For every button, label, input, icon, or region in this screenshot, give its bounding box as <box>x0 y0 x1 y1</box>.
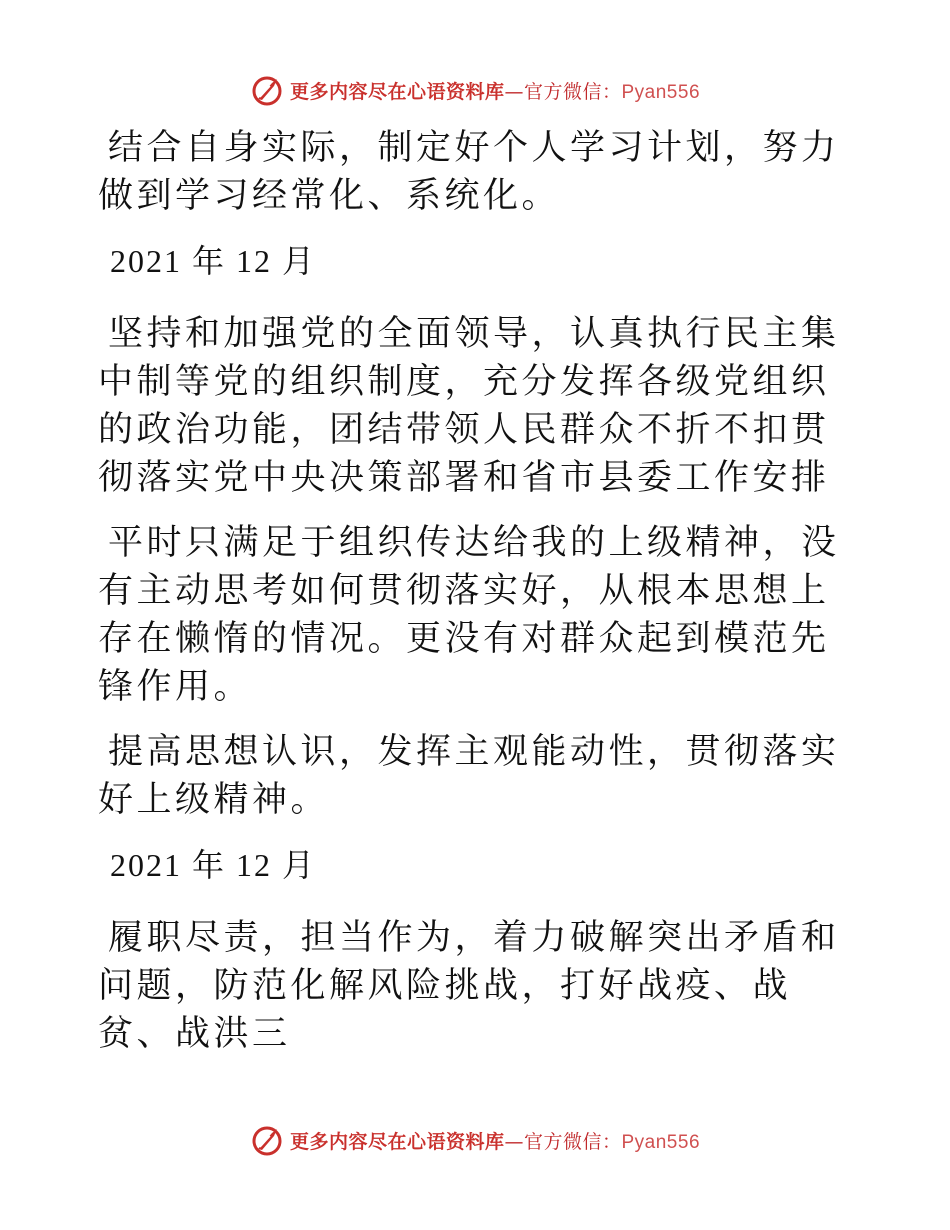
watermark-wechat-id: Pyan556 <box>621 1131 701 1153</box>
document-body <box>98 124 858 1075</box>
watermark-text <box>290 1127 700 1154</box>
paragraph: 坚持和加强党的全面领导，认真执行民主集中制等党的组织制度，充分发挥各级党组织的政治功能，团结带领人民群众不折不扣贯彻落实党中央决策部署和省市县委工作安排 <box>98 314 840 498</box>
quill-logo-icon <box>250 1123 284 1157</box>
watermark-official-text: —官方微信： <box>504 1130 622 1153</box>
footer-watermark-banner <box>0 1120 950 1160</box>
quill-logo-icon <box>250 73 284 107</box>
paragraph: 结合自身实际，制定好个人学习计划，努力做到学习经常化、系统化。 <box>98 128 840 216</box>
paragraph: 平时只满足于组织传达给我的上级精神，没有主动思考如何贯彻落实好，从根本思想上存在懒惰的情况。更没有对群众起到模范先锋作用。 <box>98 523 840 707</box>
paragraph: 提高思想认识，发挥主观能动性，贯彻落实好上级精神。 <box>98 732 840 820</box>
watermark-wechat-id: Pyan556 <box>621 81 701 103</box>
header-watermark-banner <box>0 70 950 110</box>
date-line: 2021 年 12 月 <box>110 243 317 279</box>
watermark-main-text: 更多内容尽在心语资料库 <box>289 80 505 103</box>
watermark-main-text: 更多内容尽在心语资料库 <box>289 1130 505 1153</box>
watermark-text <box>290 77 700 104</box>
date-line: 2021 年 12 月 <box>110 847 317 883</box>
watermark-official-text: —官方微信： <box>504 80 622 103</box>
paragraph: 履职尽责，担当作为，着力破解突出矛盾和问题，防范化解风险挑战，打好战疫、战贫、战洪三 <box>98 918 840 1054</box>
